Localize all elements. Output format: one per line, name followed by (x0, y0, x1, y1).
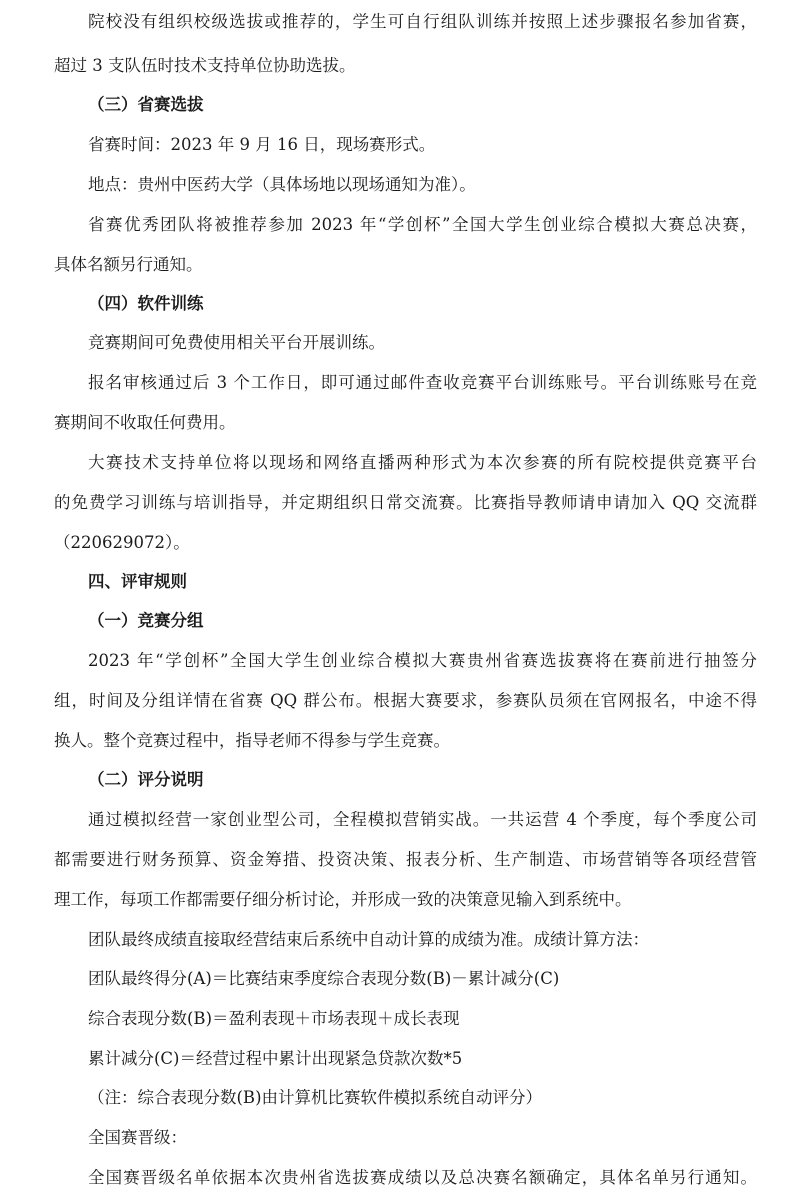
formula-line: 团队最终得分(A)＝比赛结束季度综合表现分数(B)－累计减分(C) (88, 969, 560, 988)
paragraph-line: 报名审核通过后 3 个工作日，即可通过邮件查收竞赛平台训练账号。平台训练账号在竞 (88, 373, 757, 392)
paragraph-line: 院校没有组织校级选拔或推荐的，学生可自行组队训练并按照上述步骤报名参加省赛， (88, 12, 757, 31)
paragraph-line: 团队最终成绩直接取经营结束后系统中自动计算的成绩为准。成绩计算方法： (88, 930, 649, 949)
paragraph-line: 省赛时间：2023 年 9 月 16 日，现场赛形式。 (88, 135, 436, 154)
section-heading: （三）省赛选拔 (88, 95, 204, 114)
chapter-heading: 四、评审规则 (88, 572, 187, 591)
formula-line: 综合表现分数(B)＝盈利表现＋市场表现＋成长表现 (88, 1009, 460, 1028)
paragraph-line: 大赛技术支持单位将以现场和网络直播两种形式为本次参赛的所有院校提供竞赛平台 (88, 453, 757, 472)
paragraph-line: 通过模拟经营一家创业型公司，全程模拟营销实战。一共运营 4 个季度，每个季度公司 (88, 810, 757, 829)
paragraph-line: 省赛优秀团队将被推荐参加 2023 年“学创杯”全国大学生创业综合模拟大赛总决赛， (88, 215, 757, 234)
paragraph-line: （220629072）。 (54, 533, 190, 552)
paragraph-line: 具体名额另行通知。 (54, 255, 203, 274)
section-heading: （四）软件训练 (88, 294, 204, 313)
paragraph-line: 超过 3 支队伍时技术支持单位协助选拔。 (54, 56, 356, 75)
paragraph-line: 组，时间及分组详情在省赛 QQ 群公布。根据大赛要求，参赛队员须在官网报名，中途不得 (54, 691, 757, 710)
paragraph-line: 的免费学习训练与培训指导，并定期组织日常交流赛。比赛指导教师请申请加入 QQ 交流群 (54, 493, 757, 512)
paragraph-line: 地点：贵州中医药大学（具体场地以现场通知为准）。 (88, 175, 476, 194)
paragraph-line: 都需要进行财务预算、资金筹措、投资决策、报表分析、生产制造、市场营销等各项经营管 (54, 850, 757, 869)
paragraph-line: 换人。整个竞赛过程中，指导老师不得参与学生竞赛。 (54, 731, 450, 750)
paragraph-line: 全国赛晋级名单依据本次贵州省选拔赛成绩以及总决赛名额确定，具体名单另行通知。 (88, 1168, 757, 1187)
paragraph-line: 竞赛期间可免费使用相关平台开展训练。 (88, 333, 385, 352)
formula-line: 累计减分(C)＝经营过程中累计出现紧急贷款次数*5 (88, 1049, 463, 1068)
paragraph-line: 全国赛晋级： (88, 1128, 187, 1147)
section-heading: （二）评分说明 (88, 770, 204, 789)
paragraph-line: 2023 年“学创杯”全国大学生创业综合模拟大赛贵州省赛选拔赛将在赛前进行抽签分 (88, 651, 757, 670)
paragraph-line: 赛期间不收取任何费用。 (54, 413, 236, 432)
paragraph-line: 理工作，每项工作都需要仔细分析讨论，并形成一致的决策意见输入到系统中。 (54, 890, 632, 909)
note-line: （注：综合表现分数(B)由计算机比赛软件模拟系统自动评分） (88, 1088, 542, 1107)
section-heading: （一）竞赛分组 (88, 611, 204, 630)
